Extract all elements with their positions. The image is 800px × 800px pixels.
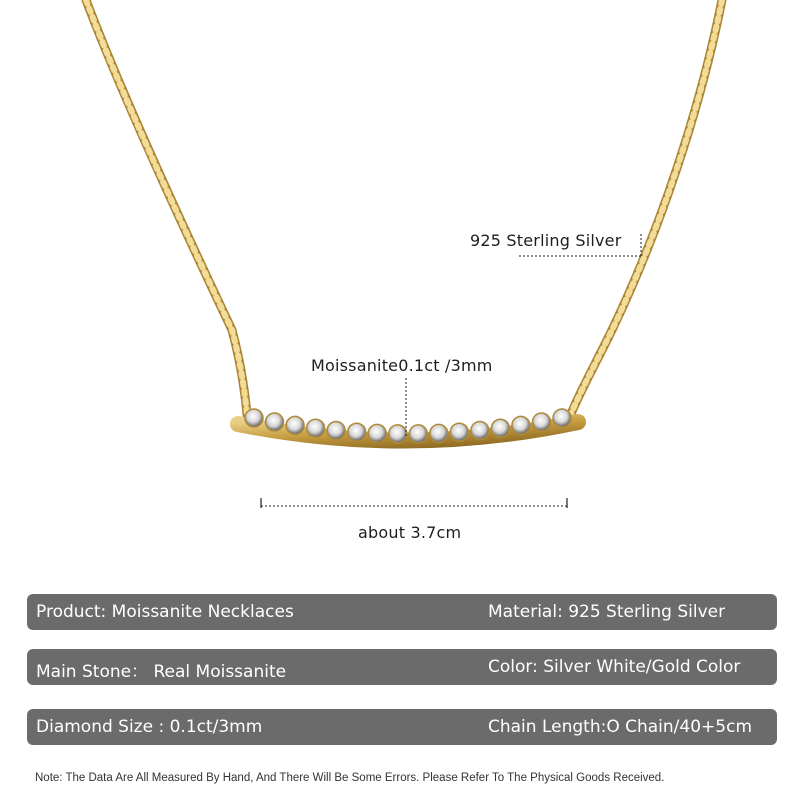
dimension-line <box>261 498 567 508</box>
color-spec: Color: Silver White/Gold Color <box>488 657 741 677</box>
moissanite-stone <box>491 419 509 437</box>
moissanite-stone <box>533 413 551 431</box>
moissanite-stone <box>327 422 345 440</box>
moissanite-bar <box>238 409 578 443</box>
chain-length-spec: Chain Length:O Chain/40+5cm <box>488 717 752 737</box>
product-spec: Product: Moissanite Necklaces <box>36 602 294 622</box>
moissanite-stone <box>266 413 284 431</box>
material-spec: Material: 925 Sterling Silver <box>488 602 726 622</box>
material-callout-label: 925 Sterling Silver <box>470 231 622 250</box>
moissanite-stone <box>512 416 530 434</box>
diamond-size-spec: Diamond Size : 0.1ct/3mm <box>36 717 263 737</box>
moissanite-stone <box>348 423 366 441</box>
moissanite-stone <box>286 416 304 434</box>
moissanite-stone <box>430 424 448 442</box>
moissanite-stone <box>245 409 263 427</box>
moissanite-stone <box>368 424 386 442</box>
chain-right <box>566 0 722 426</box>
moissanite-stone <box>389 425 407 443</box>
moissanite-stone <box>409 425 427 443</box>
main-stone-spec: Main Stone： Real Moissanite <box>36 662 287 682</box>
moissanite-stone <box>553 409 571 427</box>
spec-row-product <box>27 594 777 630</box>
spec-row-stone <box>27 649 777 685</box>
moissanite-stone <box>450 423 468 441</box>
moissanite-stone <box>307 419 325 437</box>
stone-callout-label: Moissanite0.1ct /3mm <box>311 356 493 375</box>
length-callout-label: about 3.7cm <box>358 523 462 542</box>
chain-left <box>86 0 248 428</box>
spec-row-size <box>27 709 777 745</box>
moissanite-stone <box>471 422 489 440</box>
measurement-note: Note: The Data Are All Measured By Hand, And There Will Be Some Errors. Please Refer To The Physical Goods Received. <box>35 772 665 784</box>
